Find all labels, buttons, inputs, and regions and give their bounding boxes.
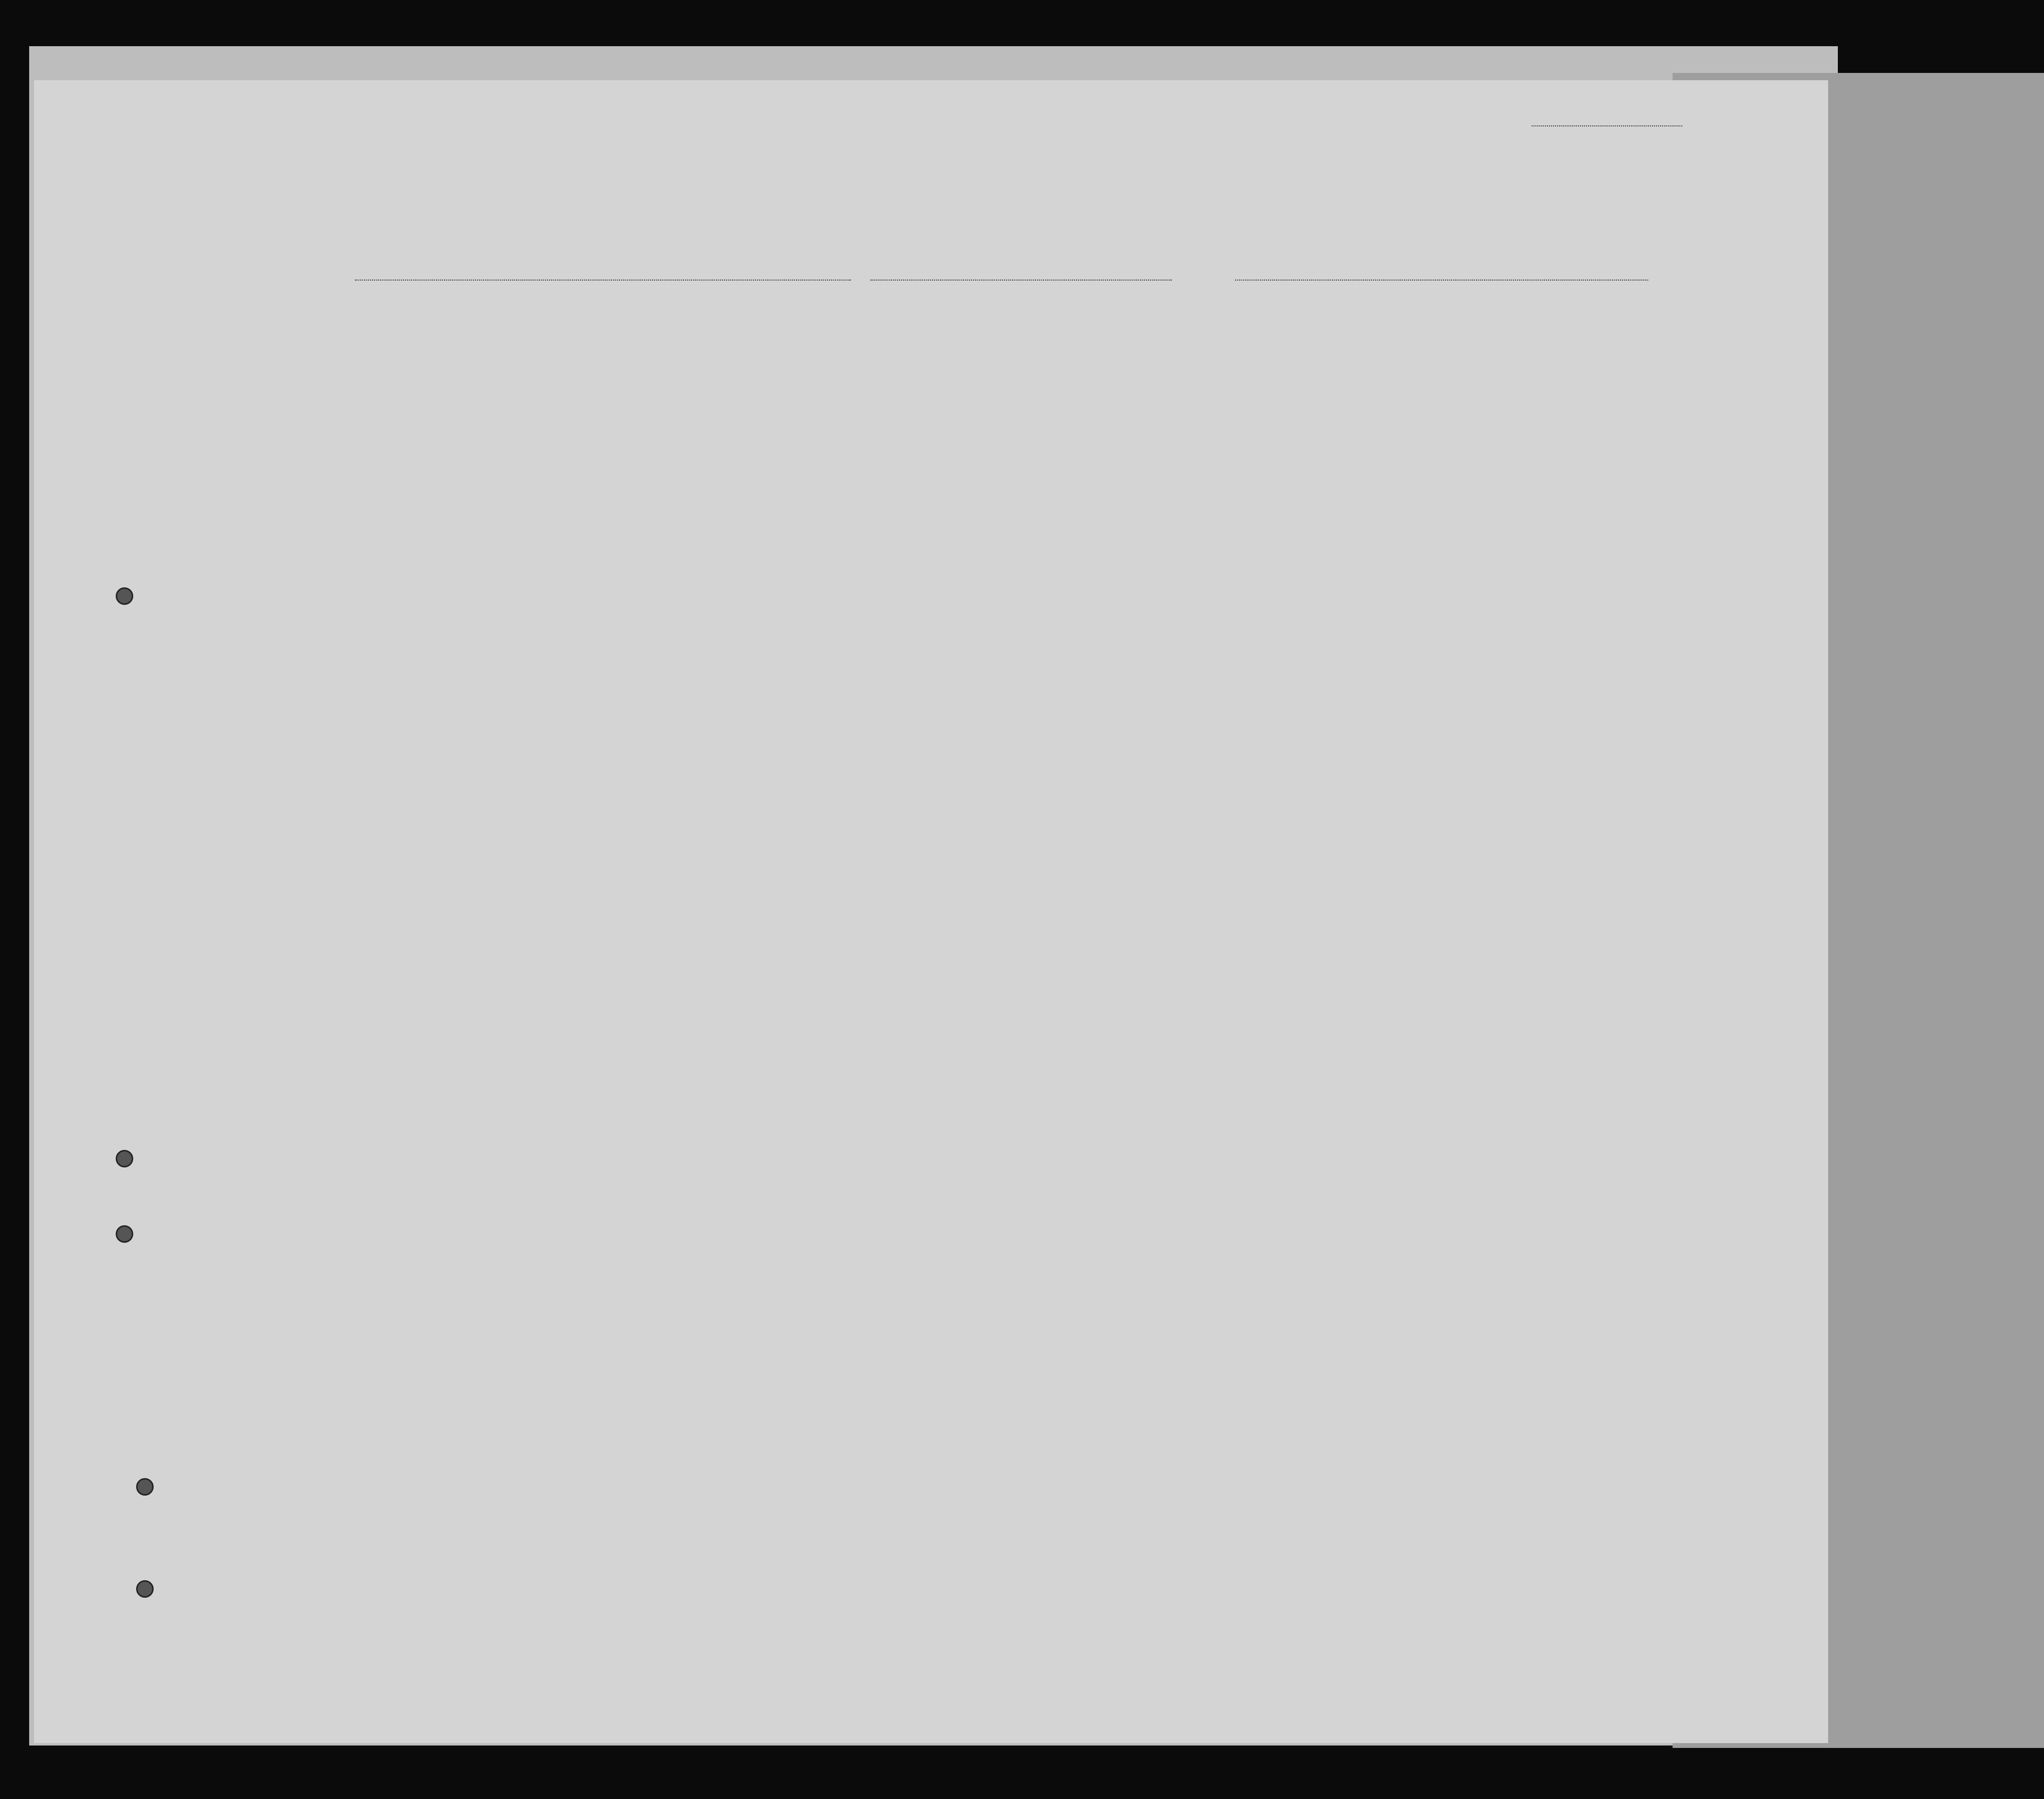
punch-hole (116, 1225, 133, 1243)
date-line (870, 280, 1172, 281)
punch-hole (136, 1580, 154, 1598)
list-label-line (1532, 125, 1682, 126)
port-line (355, 280, 851, 281)
year-line (1235, 280, 1648, 281)
punch-hole (116, 1150, 133, 1167)
punch-hole (116, 587, 133, 605)
punch-hole (136, 1478, 154, 1496)
